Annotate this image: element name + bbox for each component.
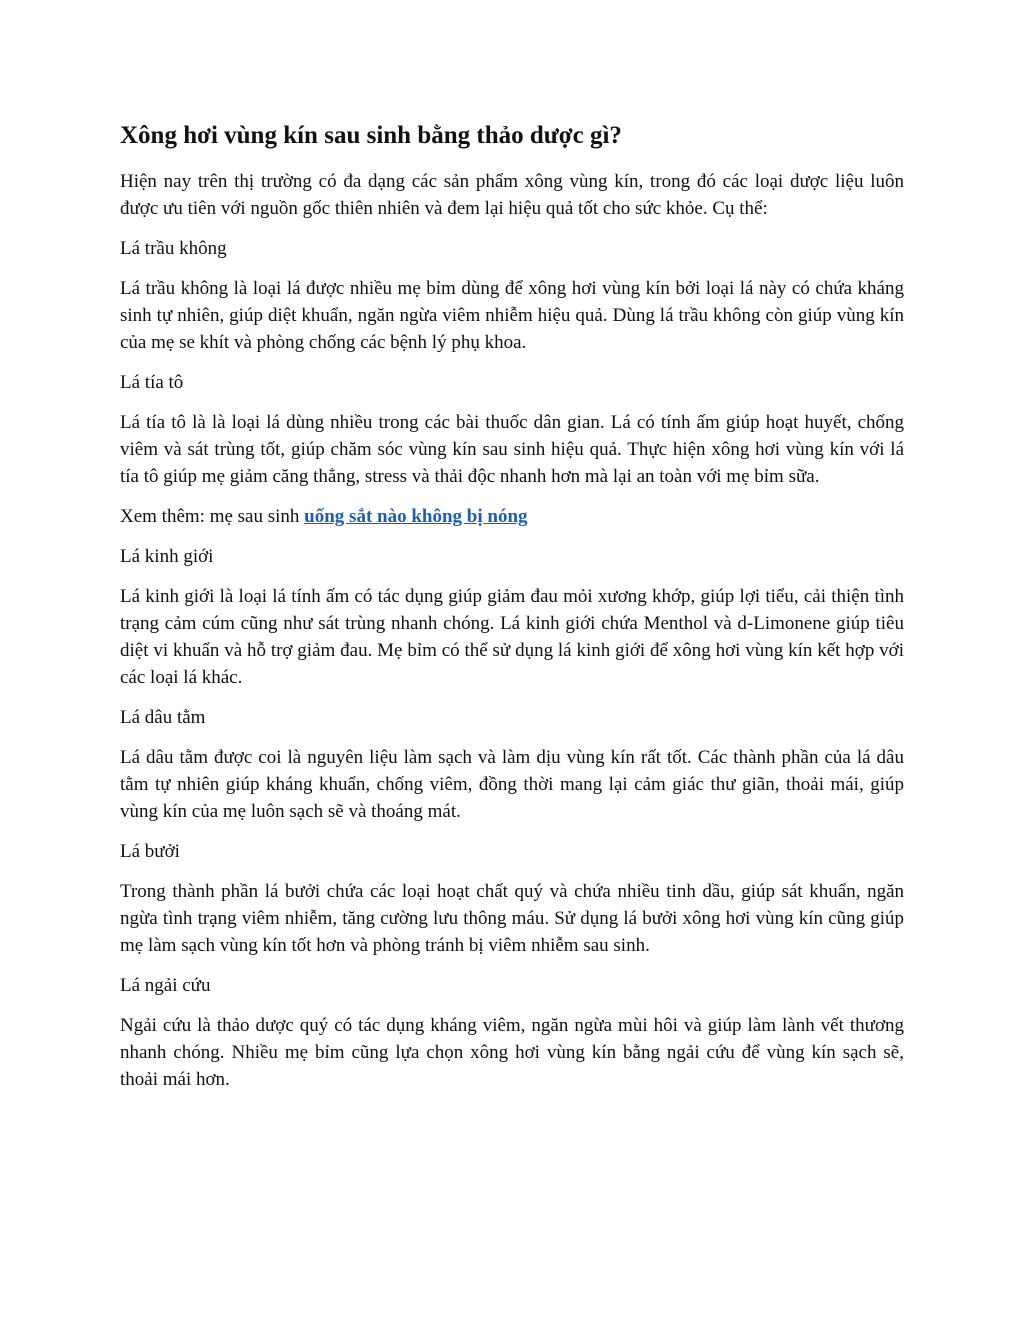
section-body-pomelo-leaf: Trong thành phần lá bưởi chứa các loại hoạt chất quý và chứa nhiều tinh dầu, giúp sát khuẩn, ngăn ngừa tình trạng viêm nhiễm, tăng cường lưu thông máu. Sử dụng lá bưởi xông hơi vùng kín cũng giúp mẹ làm sạch vùng kín tốt hơn và phòng tránh bị viêm nhiễm sau sinh. (120, 881, 904, 956)
page-title: Xông hơi vùng kín sau sinh bằng thảo dược gì? (120, 122, 622, 149)
section-body-mulberry-leaf: Lá dâu tằm được coi là nguyên liệu làm sạch và làm dịu vùng kín rất tốt. Các thành phần của lá dâu tằm tự nhiên giúp kháng khuẩn, chống viêm, đồng thời mang lại cảm giác thư giãn, thoải mái, giúp vùng kín của mẹ luôn sạch sẽ và thoáng mát. (120, 747, 904, 822)
section-body-perilla-leaf: Lá tía tô là là loại lá dùng nhiều trong các bài thuốc dân gian. Lá có tính ấm giúp hoạt huyết, chống viêm và sát trùng tốt, giúp chăm sóc vùng kín sau sinh hiệu quả. Thực hiện xông hơi vùng kín với lá tía tô giúp mẹ giảm căng thẳng, stress và thải độc nhanh hơn mà lại an toàn với mẹ bỉm sữa. (120, 412, 904, 487)
document-page (120, 118, 904, 1106)
see-more-link[interactable]: uống sắt nào không bị nóng (304, 506, 528, 527)
intro-paragraph: Hiện nay trên thị trường có đa dạng các sản phẩm xông vùng kín, trong đó các loại dược liệu luôn được ưu tiên với nguồn gốc thiên nhiên và đem lại hiệu quả tốt cho sức khỏe. Cụ thể: (120, 171, 904, 219)
section-heading-mugwort-leaf: Lá ngải cứu (120, 975, 211, 996)
section-body-mugwort-leaf: Ngải cứu là thảo dược quý có tác dụng kháng viêm, ngăn ngừa mùi hôi và giúp làm lành vết thương nhanh chóng. Nhiều mẹ bỉm cũng lựa chọn xông hơi vùng kín bằng ngải cứu để vùng kín sạch sẽ, thoải mái hơn. (120, 1015, 904, 1090)
section-heading-betel-leaf: Lá trầu không (120, 238, 227, 259)
section-body-betel-leaf: Lá trầu không là loại lá được nhiều mẹ bỉm dùng để xông hơi vùng kín bởi loại lá này có chứa kháng sinh tự nhiên, giúp diệt khuẩn, ngăn ngừa viêm nhiễm hiệu quả. Dùng lá trầu không còn giúp vùng kín của mẹ se khít và phòng chống các bệnh lý phụ khoa. (120, 278, 904, 353)
section-heading-pomelo-leaf: Lá bưởi (120, 841, 180, 862)
section-heading-perilla-leaf: Lá tía tô (120, 372, 184, 393)
see-more-line (120, 503, 904, 530)
see-more-prefix: Xem thêm: mẹ sau sinh (120, 506, 305, 527)
section-heading-mulberry-leaf: Lá dâu tằm (120, 707, 206, 728)
section-heading-marjoram-leaf: Lá kinh giới (120, 546, 214, 567)
section-body-marjoram-leaf: Lá kinh giới là loại lá tính ấm có tác dụng giúp giảm đau mỏi xương khớp, giúp lợi tiểu, cải thiện tình trạng cảm cúm cũng như sát trùng nhanh chóng. Lá kinh giới chứa Menthol và d-Limonene giúp tiêu diệt vi khuẩn và hỗ trợ giảm đau. Mẹ bỉm có thể sử dụng lá kinh giới để xông hơi vùng kín kết hợp với các loại lá khác. (120, 586, 904, 688)
